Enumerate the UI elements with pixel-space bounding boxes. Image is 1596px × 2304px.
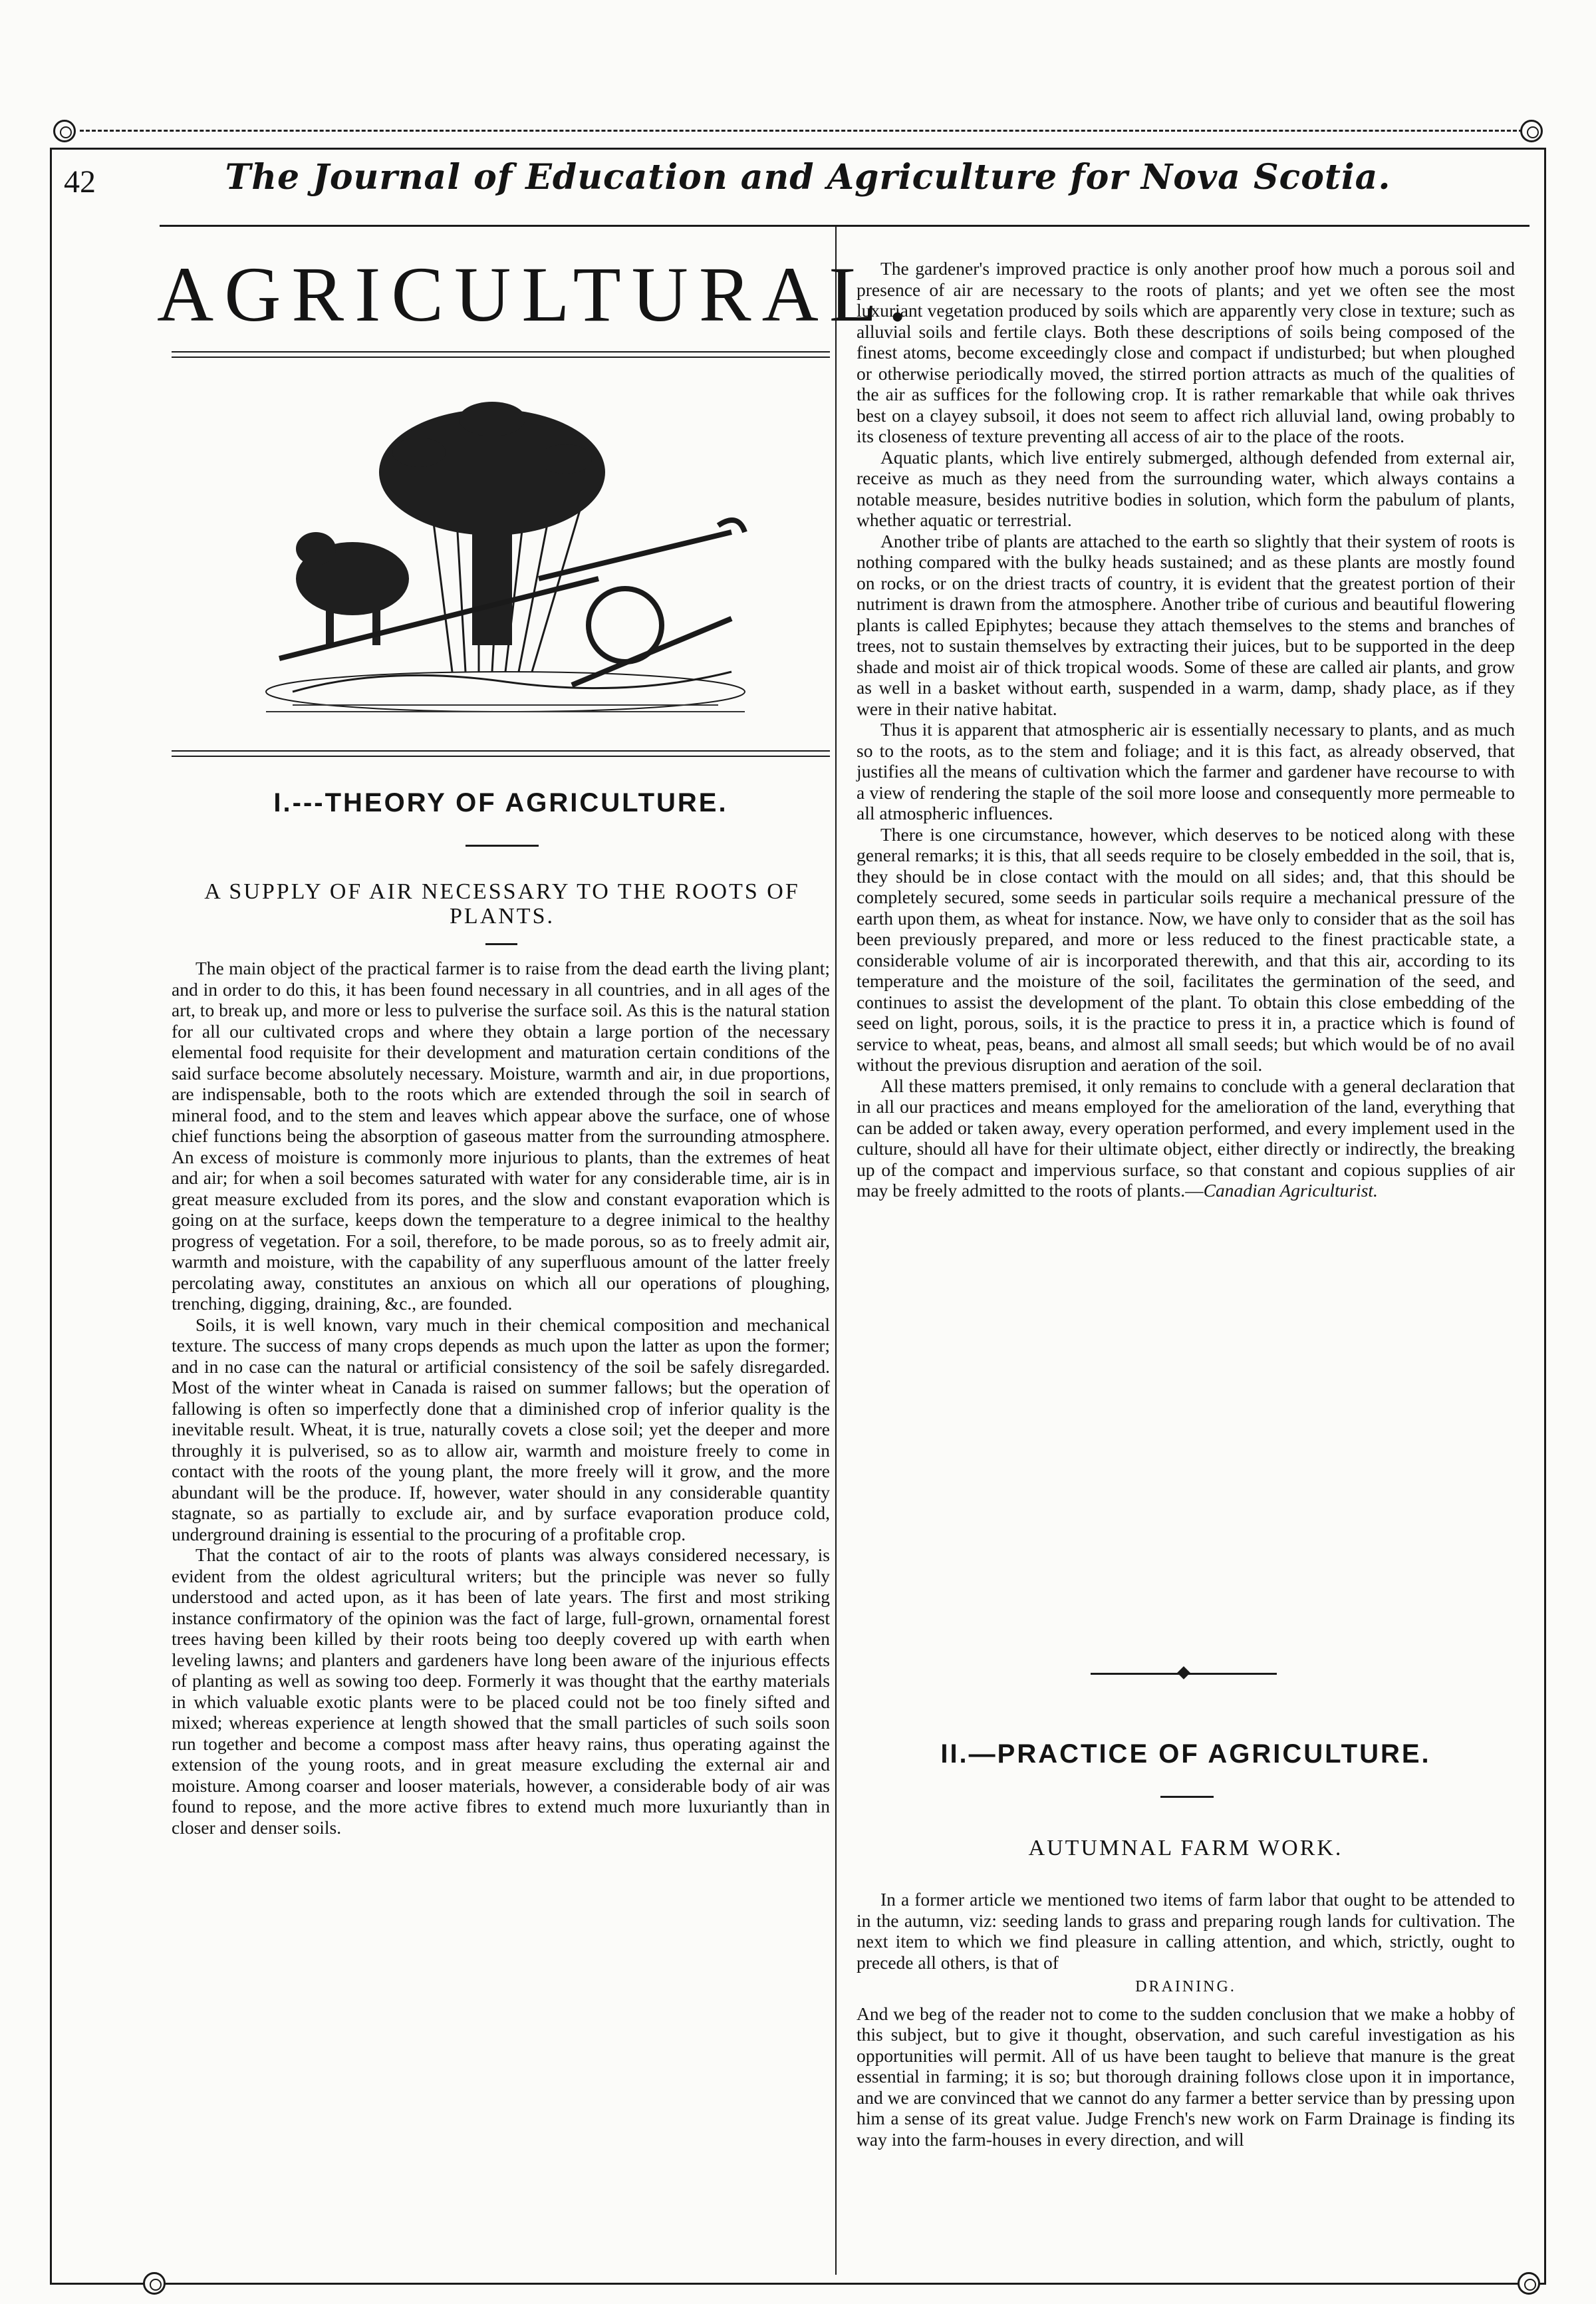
running-head: The Journal of Education and Agriculture for Nova Scotia. — [225, 157, 1391, 198]
paragraph: The gardener's improved practice is only another proof how much a porous soil and presence of air are necessary to the roots of plants; and yet we often see the most luxuriant vegetation produced by soils which are apparently very close in texture; such as alluvial soils and fertile clays. Both these descriptions of soils being composed of the finest atoms, become exceedingly close and compact if undisturbed; but when ploughed or otherwise periodically moved, the stirred portion attracts as much of the qualities of the air as suffices for the following crop. It is rather remarkable that while oak thrives best on a clayey subsoil, it does not seem to affect rich alluvial land, owing probably to its closeness of texture preventing all access of air to the place of the roots. — [857, 258, 1515, 446]
divider-ornament-icon — [1177, 1666, 1190, 1679]
title-rule — [172, 351, 830, 353]
paragraph: Aquatic plants, which live entirely submerged, although defended from external air, receive as much as they need from the surrounding water, which always contains a notable measure, besides nutritive bodies in solution, which form the pabulum of plants, whether aquatic or terrestrial. — [857, 446, 1515, 530]
draining-heading: DRAINING. — [1135, 1978, 1236, 1995]
right-border — [1544, 148, 1546, 2283]
paragraph: And we beg of the reader not to come to the sudden conclusion that we make a hobby of this subject, but to give it thought, observation, and such careful investigation as his opportunities will permit. All of us have been taught to believe that manure is the great essential in farming; it is so; but thorough draining follows close upon it in importance, and we are convinced that we cannot do any farmer a better service than by pressing upon him a sense of its great value. Judge French's new work on Farm Drainage is finding its way into the farm-houses in every direction, and will — [857, 2003, 1515, 2150]
short-rule — [466, 845, 539, 847]
paragraph: There is one circumstance, however, which deserves to be noticed along with these general remarks; it is this, that all seeds require to be closely embedded in the soil, that is, they should be in close contact with the mould on all sides; and, that this should be completely secured, some seeds in particular soils require a mechanical pressure of the earth upon them, as wheat for instance. Now, we have only to consider that as the soil has been previously prepared, and more or less reduced to the finest practicable state, a considerable volume of air is incorporated therewith, and that this air, according to its temperature and the moisture of the soil, facilitates the germination of the seed, and continues to assist the development of the plant. To obtain this close embedding of the seed on light, porous, soils, it is the practice to press it in, a practice which is found of service to wheat, peas, beans, and almost all small seeds; but which would be of no avail without the previous disruption and aeration of the soil. — [857, 823, 1515, 1075]
paragraph: That the contact of air to the roots of plants was always considered necessary, is evident from the oldest agricultural writers; but the principle was never so fully understood and acted upon, as it has been of late years. The first and most striking instance confirmatory of the opinion was the fact of large, full-grown, ornamental forest trees having been killed by their roots being too deeply covered up with earth when leveling lawns; and planters and gardeners have long been aware of the injurious effects of planting as well as sowing too deep. Formerly it was thought that the earthy materials in which valuable exotic plants were to be placed could not be too finely sifted and mixed; whereas experience at length showed that the small particles of such soils soon run together and become a compost mass after heavy rains, thus operating against the extension of the young roots, and in great measure excluding the external air and moisture. Among coarser and looser materials, however, a considerable body of air was found to repose, and the more active fibres to extend much more luxuriantly than in closer and denser soils. — [172, 1544, 830, 1838]
corner-ornament-icon — [1518, 2272, 1540, 2295]
header-rule — [160, 225, 1530, 227]
title-rule-lower — [172, 357, 830, 358]
part-two-text — [857, 1889, 1515, 2150]
column-divider — [835, 226, 837, 2275]
section-title: AGRICULTURAL. — [157, 251, 918, 338]
paragraph: Another tribe of plants are attached to the earth so slightly that their system of roots is nothing compared with the bulky heads sustained; and as these plants are mostly found on rocks, or on the driest tracts of country, it is evident that the greatest portion of their nutriment is drawn from the atmosphere. Another tribe of curious and beautiful flowering plants is called Epiphytes; because they attach themselves to the stems and branches of trees, not to sustain themselves by extracting their juices, but to be supported in the deep shade and moist air of thick tropical woods. Some of these are called air plants, and grow as well in a basket without earth, suspended in a warm, damp, shady place, as if they were in their native habitat. — [857, 530, 1515, 719]
paragraph-body: All these matters premised, it only remains to conclude with a general declaration that in all our practices and means employed for the amelioration of the land, everything that can be added or taken away, every operation performed, and every implement used in the culture, should all have for their ultimate object, either directly or indirectly, the breaking up of the compact and impervious surface, so that constant and copious supplies of air may be freely admitted to the roots of plants. — [857, 1075, 1515, 1201]
paragraph: Thus it is apparent that atmospheric air is essentially necessary to plants, and as much so to the roots, as to the stem and foliage; and it is this fact, as already observed, that justifies all the means of cultivation which the farmer and gardener have recourse to with a view of rendering the staple of the soil more loose and consequently more permeable to all atmospheric influences. — [857, 719, 1515, 823]
left-border — [50, 148, 52, 2283]
page-number: 42 — [64, 164, 96, 200]
part-two-subheading: AUTUMNAL FARM WORK. — [1028, 1836, 1343, 1860]
short-rule — [1160, 1796, 1214, 1798]
wheat-sheaf-farm-tools-engraving-icon — [253, 379, 758, 725]
corner-ornament-icon — [143, 2272, 166, 2295]
short-rule — [485, 943, 517, 945]
source-credit: Canadian Agriculturist. — [1203, 1180, 1378, 1201]
paragraph: All these matters premised, it only remains to conclude with a general declaration that in all our practices and means employed for the amelioration of the land, everything that can be added or taken away, every operation performed, and every implement used in the culture, should all have for their ultimate object, either directly or indirectly, the breaking up of the compact and impervious surface, so that constant and copious supplies of air may be freely admitted to the roots of plants.—Canadian Agriculturist. — [857, 1075, 1515, 1201]
bottom-border — [50, 2283, 1546, 2285]
corner-ornament-icon — [1520, 120, 1543, 142]
part-one-heading: I.---THEORY OF AGRICULTURE. — [273, 788, 728, 817]
illustration-rule — [172, 750, 830, 752]
top-border-lower — [50, 148, 1546, 150]
right-column-text — [857, 258, 1515, 1201]
paragraph: In a former article we mentioned two items of farm labor that ought to be attended to in the autumn, viz: seeding lands to grass and preparing rough lands for cultivation. The next item to which we find pleasure in calling attention, and which, strictly, ought to precede all others, is that of — [857, 1889, 1515, 1973]
paragraph: Soils, it is well known, vary much in their chemical composition and mechanical texture. The success of many crops depends as much upon the latter as upon the former; and in no case can the natural or artificial consistency of the soil be safely disregarded. Most of the winter wheat in Canada is raised on summer fallows; but the operation of fallowing is often so imperfectly done that a diminished crop of inferior quality is the inevitable result. Wheat, it is true, naturally covets a close soil; yet the deeper and more throughly it is pulverised, so as to allow air, warmth and moisture freely to come in contact with the roots of the young plant, the more freely will it grow, and the more abundant will be the produce. If, however, water should in any considerable quantity stagnate, so as partially to exclude air, and by surface evaporation produce cold, underground draining is essential to the procuring of a profitable crop. — [172, 1314, 830, 1544]
top-border — [80, 130, 1523, 132]
left-column-text — [172, 958, 830, 1838]
corner-ornament-icon — [53, 120, 76, 142]
illustration-rule-lower — [172, 756, 830, 757]
part-two-heading: II.—PRACTICE OF AGRICULTURE. — [940, 1739, 1431, 1769]
paragraph: The main object of the practical farmer is to raise from the dead earth the living plant; and in order to do this, it has been found necessary in all countries, and in all ages of the art, to break up, and more or less to pulverise the surface soil. As this is the natural station for all our cultivated crops and where they obtain a large portion of the necessary elemental food requisite for their development and maturation certain conditions of the said surface become absolutely necessary. Moisture, warmth and air, in due proportions, are indispensable, both to the roots which are extended through the soil in search of mineral food, and to the stem and leaves which appear above the surface, one of whose chief functions being the absorption of gaseous matter from the surrounding atmosphere. An excess of moisture is commonly more injurious to plants, than the extremes of heat and air; for when a soil becomes saturated with water for any considerable time, air is in great measure excluded from its pores, and the slow and constant evaporation which is going on at the surface, keeps down the temperature to a degree inimical to the healthy progress of vegetation. For a soil, therefore, to be made porous, so as to freely admit air, warmth and moisture, with the capability of any superfluous amount of the latter freely percolating away, constitutes an anxious on which all our operations of ploughing, trenching, digging, draining, &c., are founded. — [172, 958, 830, 1314]
part-one-subheading: A SUPPLY OF AIR NECESSARY TO THE ROOTS OF PLANTS. — [204, 879, 800, 929]
